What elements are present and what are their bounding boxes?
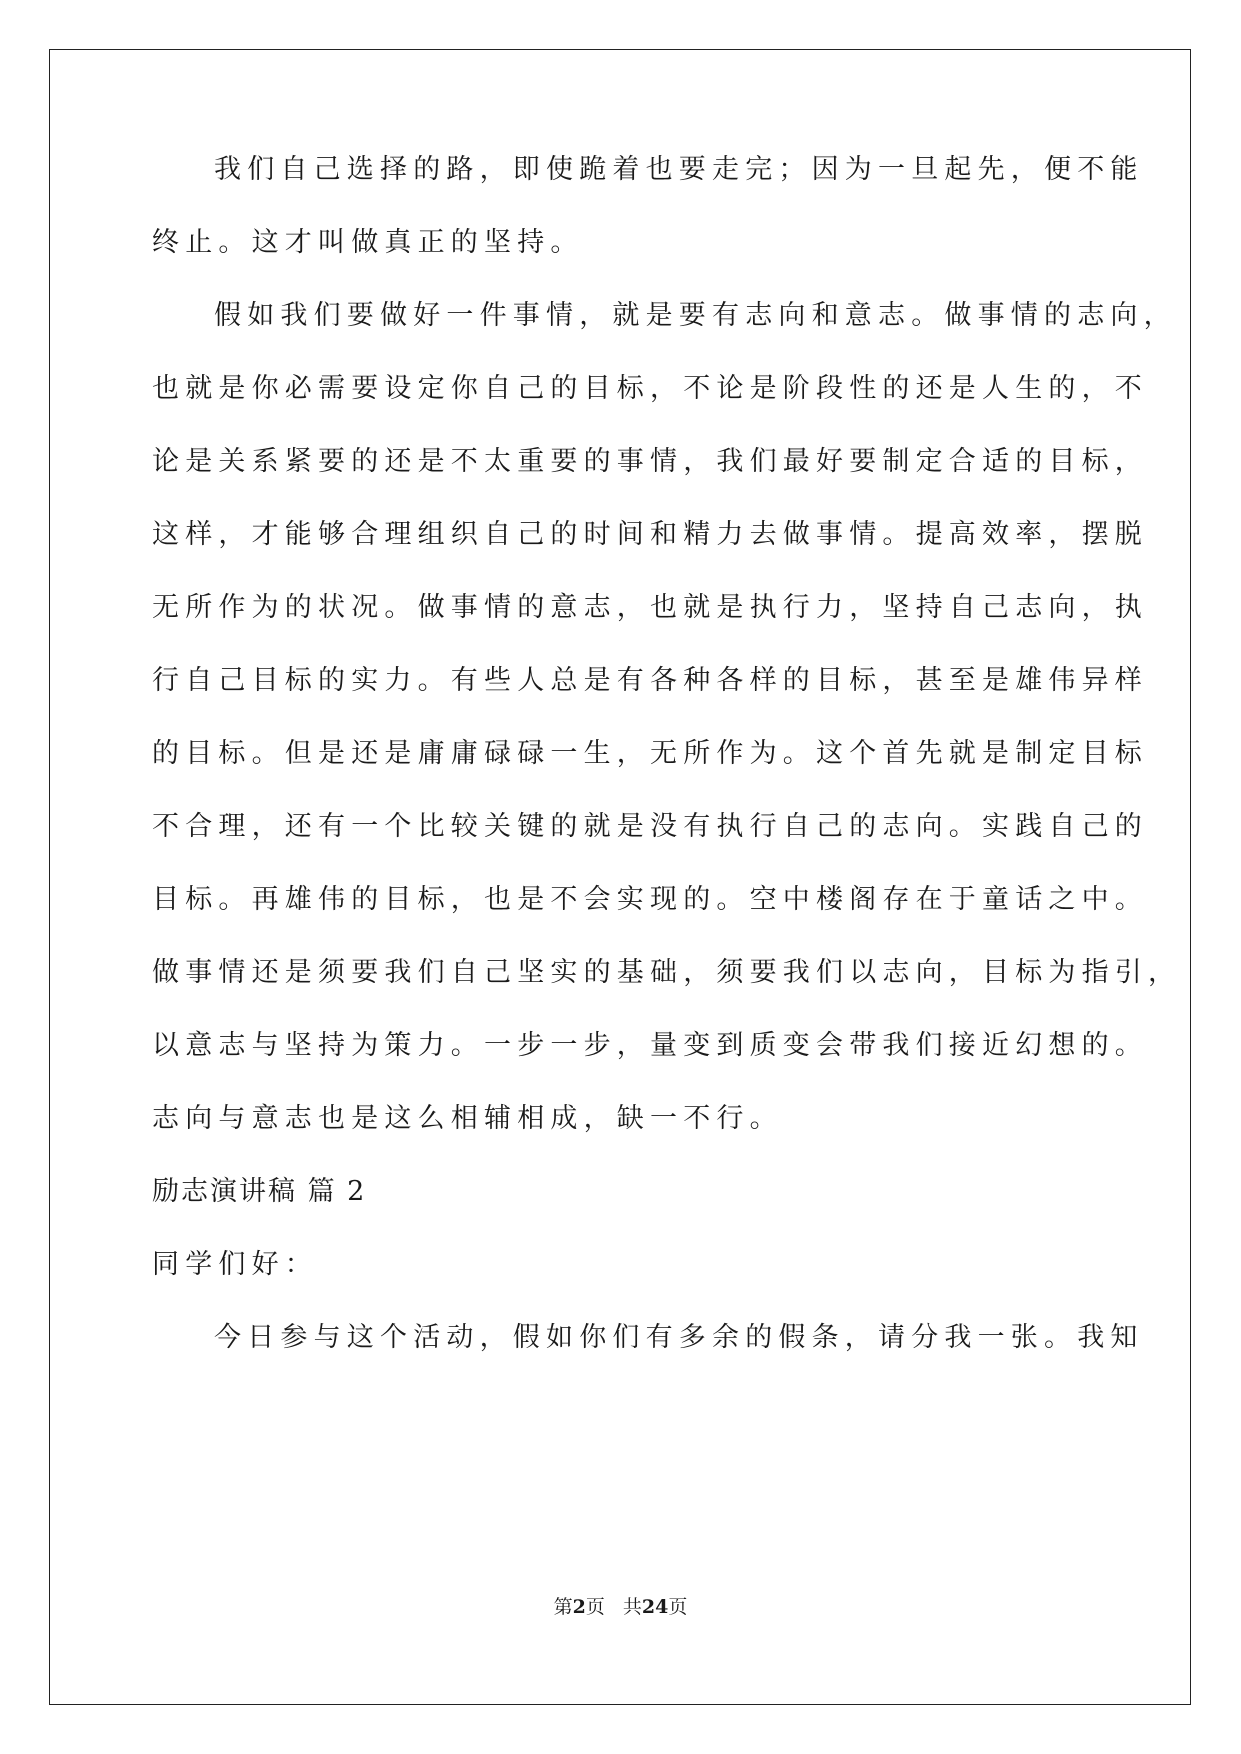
text-line: 假如我们要做好一件事情，就是要有志向和意志。做事情的志向，	[214, 300, 1177, 331]
text-line: 不合理，还有一个比较关键的就是没有执行自己的志向。实践自己的	[152, 811, 1148, 842]
text-line: 也就是你必需要设定你自己的目标，不论是阶段性的还是人生的，不	[152, 373, 1148, 404]
text-line: 这样，才能够合理组织自己的时间和精力去做事情。提高效率，摆脱	[152, 519, 1148, 550]
text-line: 今日参与这个活动，假如你们有多余的假条，请分我一张。我知	[214, 1322, 1144, 1353]
text-line: 目标。再雄伟的目标，也是不会实现的。空中楼阁存在于童话之中。	[152, 884, 1148, 915]
section-heading: 励志演讲稿 篇 2	[152, 1176, 367, 1207]
text-line: 志向与意志也是这么相辅相成，缺一不行。	[152, 1103, 783, 1134]
page-prefix: 第	[553, 1596, 573, 1618]
text-line: 行自己目标的实力。有些人总是有各种各样的目标，甚至是雄伟异样	[152, 665, 1148, 696]
page-suffix: 页	[585, 1596, 605, 1618]
text-line: 的目标。但是还是庸庸碌碌一生，无所作为。这个首先就是制定目标	[152, 738, 1148, 769]
total-pages-number: 24	[641, 1596, 669, 1618]
total-suffix: 页	[668, 1596, 688, 1618]
page-footer	[0, 1595, 1241, 1619]
text-line: 我们自己选择的路，即使跪着也要走完；因为一旦起先，便不能	[214, 154, 1144, 185]
greeting: 同学们好：	[152, 1249, 318, 1280]
current-page-number: 2	[572, 1596, 586, 1618]
text-line: 无所作为的状况。做事情的意志，也就是执行力，坚持自己志向，执	[152, 592, 1148, 623]
text-line: 做事情还是须要我们自己坚实的基础，须要我们以志向，目标为指引，	[152, 957, 1182, 988]
total-prefix: 共	[622, 1596, 642, 1618]
text-line: 终止。这才叫做真正的坚持。	[152, 227, 584, 258]
text-line: 以意志与坚持为策力。一步一步，量变到质变会带我们接近幻想的。	[152, 1030, 1148, 1061]
text-line: 论是关系紧要的还是不太重要的事情，我们最好要制定合适的目标，	[152, 446, 1148, 477]
